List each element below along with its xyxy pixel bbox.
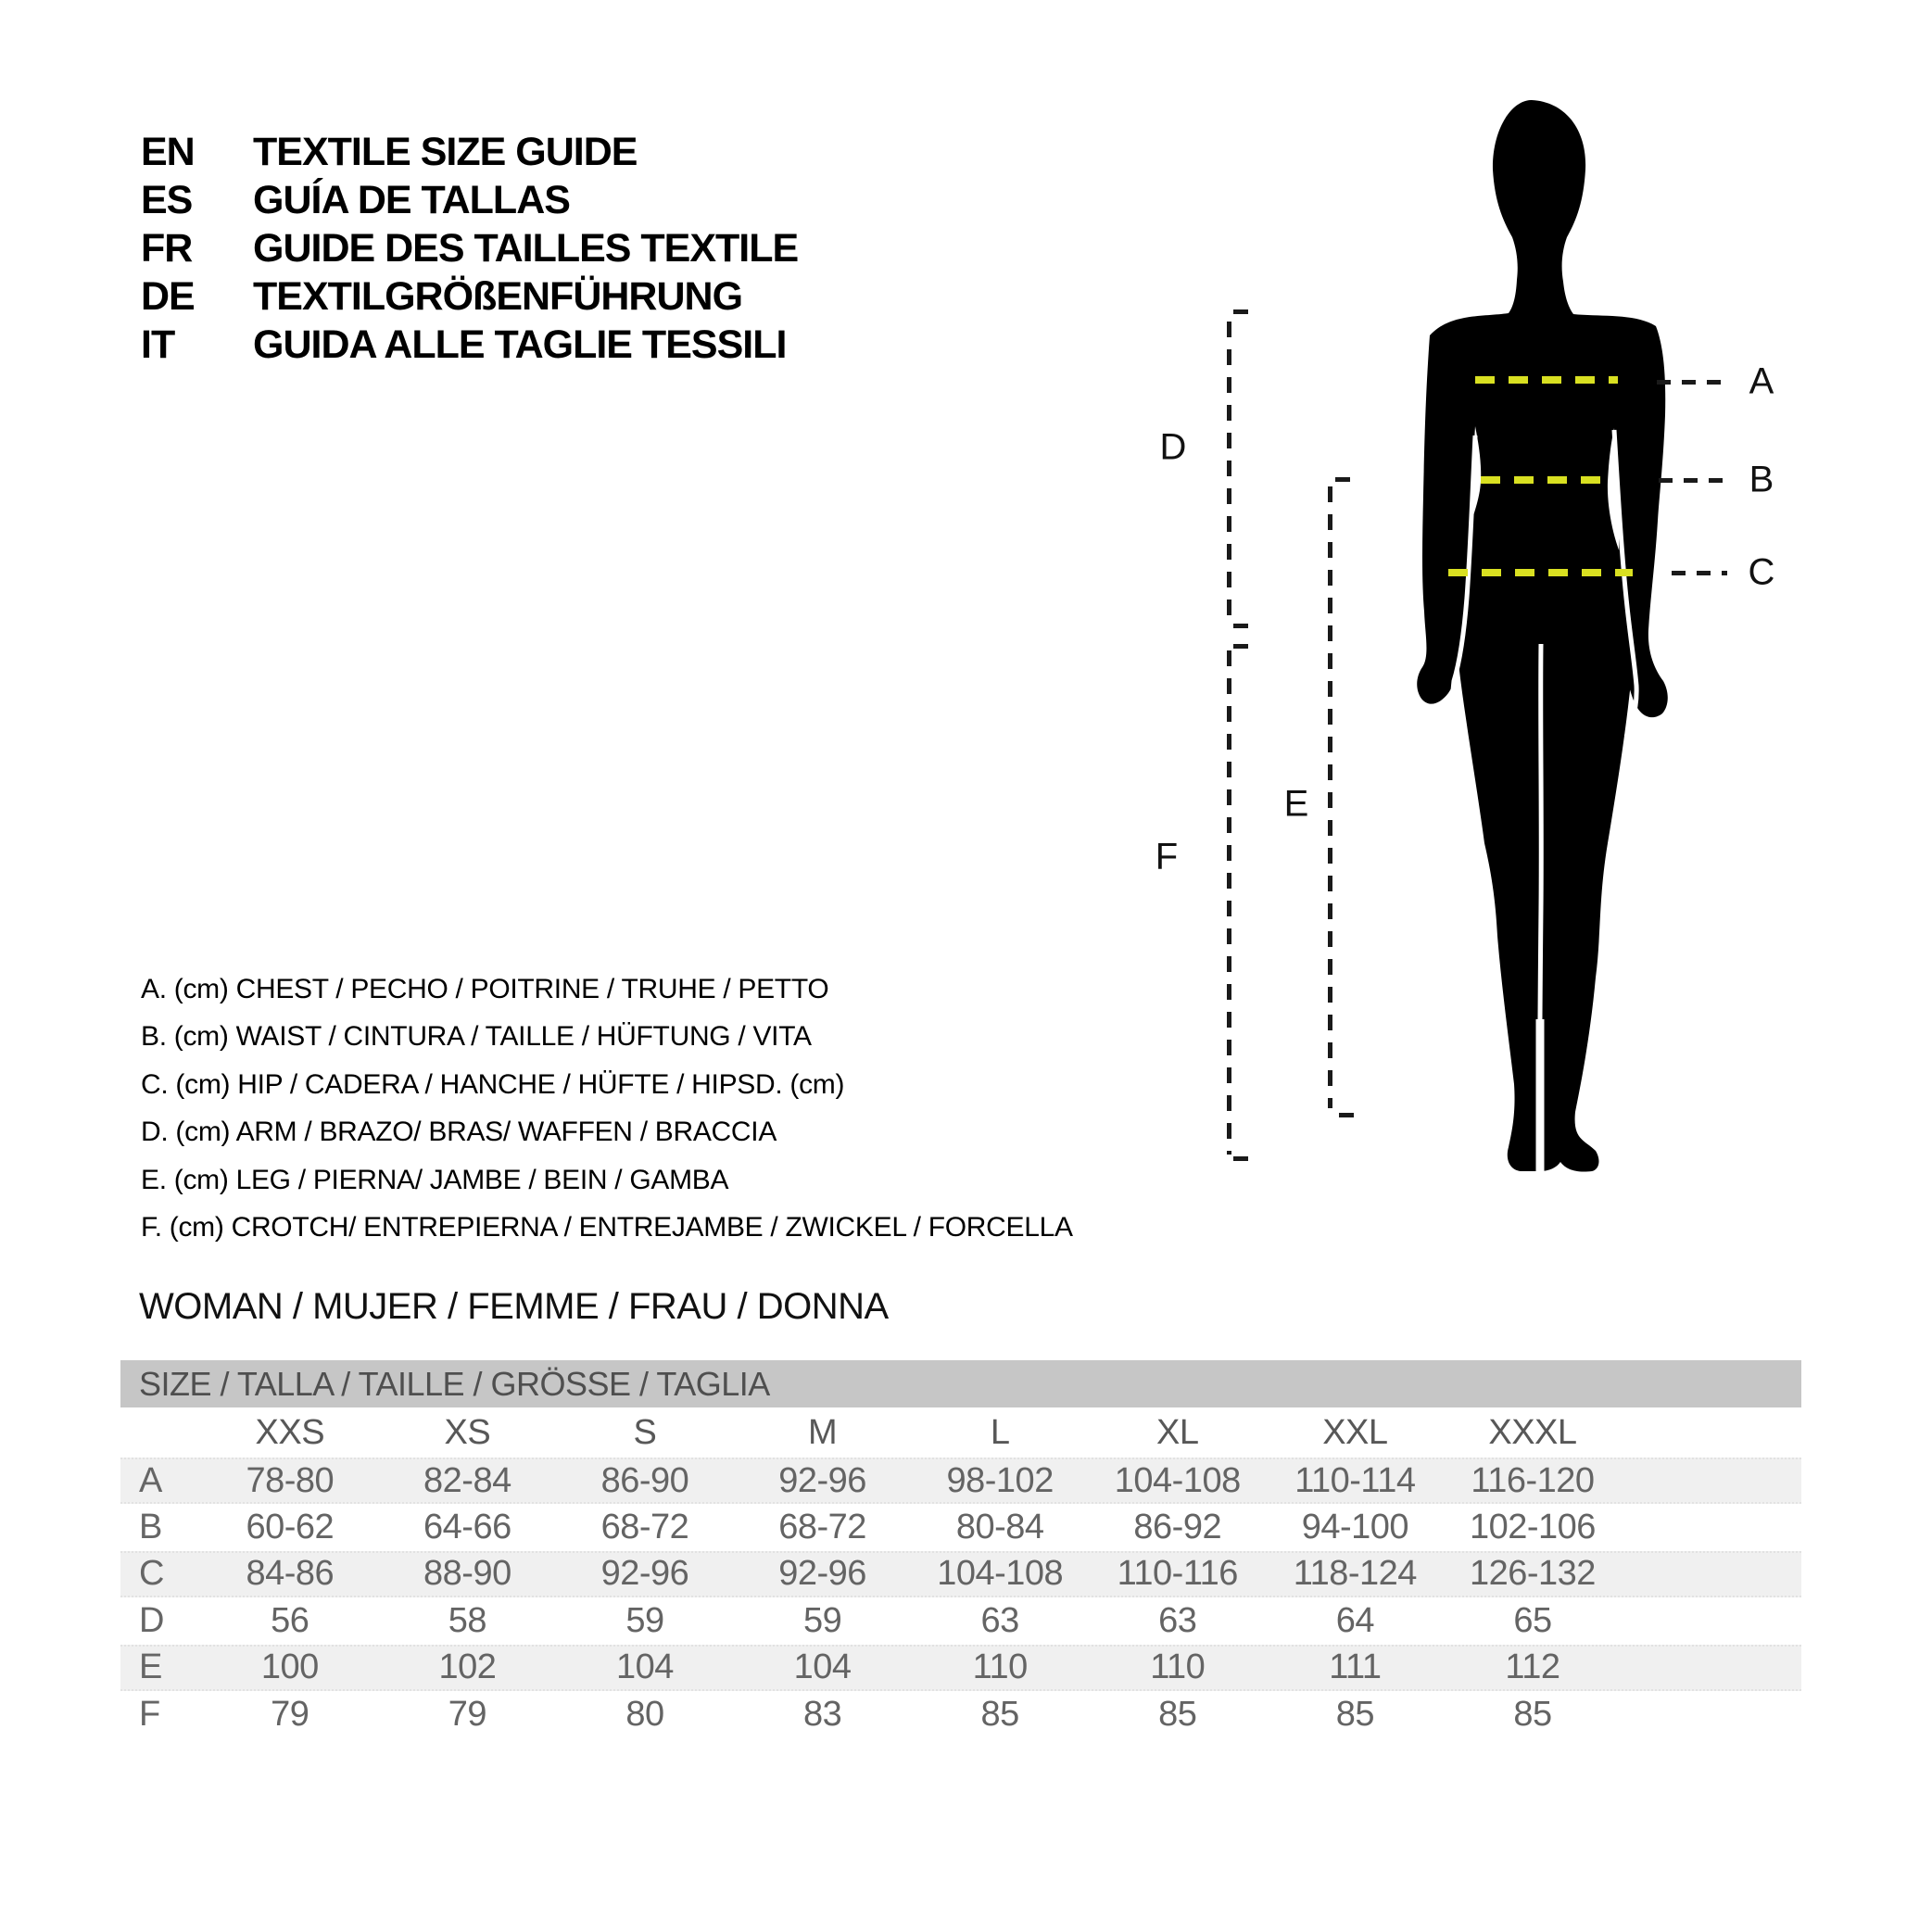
language-code: IT xyxy=(141,322,175,367)
legend-crotch: F. (cm) CROTCH/ ENTREPIERNA / ENTREJAMBE / ZWICKEL / FORCELLA xyxy=(141,1212,1073,1243)
language-row xyxy=(141,176,798,224)
size-cell: 60-62 xyxy=(246,1508,335,1547)
row-label: F xyxy=(139,1694,160,1734)
guide-title: GUÍA DE TALLAS xyxy=(253,177,570,222)
size-cell: 68-72 xyxy=(778,1508,866,1547)
size-cell: 111 xyxy=(1329,1647,1382,1687)
size-cell: 80-84 xyxy=(955,1508,1044,1547)
arm-measure-line-d xyxy=(1227,322,1231,621)
waist-leader-line xyxy=(1659,478,1727,483)
gender-heading: WOMAN / MUJER / FEMME / FRAU / DONNA xyxy=(139,1285,889,1327)
size-cell: 78-80 xyxy=(246,1460,335,1500)
guide-title: GUIDE DES TAILLES TEXTILE xyxy=(253,225,799,271)
size-cell: 80 xyxy=(625,1694,664,1734)
table-row-b xyxy=(120,1504,1801,1550)
waist-label-b: B xyxy=(1749,459,1774,500)
crotch-measure-line-f xyxy=(1227,650,1231,1155)
size-columns-row xyxy=(120,1407,1801,1458)
size-col-m: M xyxy=(808,1412,838,1452)
size-cell: 84-86 xyxy=(246,1554,335,1594)
size-cell: 85 xyxy=(1335,1694,1374,1734)
size-cell: 86-92 xyxy=(1133,1508,1222,1547)
size-cell: 68-72 xyxy=(600,1508,689,1547)
chest-label-a: A xyxy=(1749,360,1774,402)
size-cell: 92-96 xyxy=(600,1554,689,1594)
guide-title: TEXTILGRÖßENFÜHRUNG xyxy=(253,273,743,319)
filler-cell xyxy=(1622,1597,1801,1644)
legend-waist: B. (cm) WAIST / CINTURA / TAILLE / HÜFTUNG / VITA xyxy=(141,1021,812,1053)
size-table xyxy=(120,1360,1801,1737)
woman-silhouette xyxy=(1344,74,1733,1205)
language-code: EN xyxy=(141,129,195,174)
size-cell: 110 xyxy=(1150,1647,1206,1687)
guide-title: GUIDA ALLE TAGLIE TESSILI xyxy=(253,322,787,367)
legend-leg: E. (cm) LEG / PIERNA/ JAMBE / BEIN / GAMBA xyxy=(141,1164,729,1195)
arm-label-d: D xyxy=(1159,426,1187,468)
table-row-c xyxy=(120,1551,1801,1597)
size-col-xl: XL xyxy=(1156,1412,1199,1452)
row-label: D xyxy=(139,1600,164,1640)
size-cell: 126-132 xyxy=(1469,1554,1596,1594)
filler-cell xyxy=(1622,1504,1801,1550)
filler-cell xyxy=(1622,1407,1801,1458)
row-label: E xyxy=(139,1647,162,1687)
size-cell: 100 xyxy=(260,1647,319,1687)
size-cell: 92-96 xyxy=(778,1460,866,1500)
crotch-label-f: F xyxy=(1155,836,1179,877)
size-cell: 85 xyxy=(1513,1694,1552,1734)
chest-highlight-line xyxy=(1475,376,1618,384)
size-col-xxl: XXL xyxy=(1322,1412,1388,1452)
hip-label-c: C xyxy=(1748,551,1775,593)
crotch-line-bottom-tick xyxy=(1233,1156,1248,1161)
size-col-l: L xyxy=(990,1412,1010,1452)
filler-cell xyxy=(1622,1459,1801,1502)
guide-title: TEXTILE SIZE GUIDE xyxy=(253,129,638,174)
size-cell: 82-84 xyxy=(423,1460,511,1500)
size-cell: 110-116 xyxy=(1117,1554,1238,1594)
size-cell: 102 xyxy=(438,1647,497,1687)
waist-highlight-line xyxy=(1481,476,1612,484)
table-row-f xyxy=(120,1691,1801,1737)
measurement-legend xyxy=(141,966,1073,1252)
size-cell: 65 xyxy=(1513,1600,1552,1640)
size-cell: 86-90 xyxy=(600,1460,689,1500)
table-row-a xyxy=(120,1458,1801,1504)
size-cell: 85 xyxy=(980,1694,1019,1734)
filler-cell xyxy=(1622,1691,1801,1737)
size-cell: 56 xyxy=(271,1600,309,1640)
language-code: ES xyxy=(141,177,193,222)
size-cell: 102-106 xyxy=(1469,1508,1596,1547)
leg-label-e: E xyxy=(1283,783,1309,825)
size-cell: 79 xyxy=(271,1694,309,1734)
row-label: C xyxy=(139,1554,164,1594)
size-cell: 98-102 xyxy=(946,1460,1054,1500)
legend-arm: D. (cm) ARM / BRAZO/ BRAS/ WAFFEN / BRACCIA xyxy=(141,1117,777,1148)
size-cell: 104 xyxy=(793,1647,852,1687)
size-cell: 104-108 xyxy=(937,1554,1064,1594)
table-row-e xyxy=(120,1645,1801,1691)
size-cell: 110 xyxy=(972,1647,1028,1687)
size-col-xxs: XXS xyxy=(255,1412,325,1452)
size-col-xxxl: XXXL xyxy=(1488,1412,1577,1452)
row-label: B xyxy=(139,1508,162,1547)
hip-highlight-line xyxy=(1448,569,1633,576)
language-row xyxy=(141,224,798,272)
size-cell: 64-66 xyxy=(423,1508,511,1547)
size-cell: 104-108 xyxy=(1114,1460,1241,1500)
crotch-line-top-tick xyxy=(1233,644,1248,649)
size-cell: 59 xyxy=(802,1600,842,1640)
size-cell: 110-114 xyxy=(1294,1460,1416,1500)
language-title-block xyxy=(141,128,798,369)
language-row xyxy=(141,272,798,321)
size-cell: 59 xyxy=(625,1600,664,1640)
size-cell: 58 xyxy=(448,1600,487,1640)
filler-cell xyxy=(1622,1553,1801,1596)
hip-leader-line xyxy=(1672,571,1727,575)
size-cell: 94-100 xyxy=(1301,1508,1409,1547)
leg-line-bottom-tick xyxy=(1339,1113,1354,1117)
size-cell: 92-96 xyxy=(778,1554,866,1594)
size-cell: 83 xyxy=(802,1694,842,1734)
table-row-d xyxy=(120,1597,1801,1644)
legend-chest: A. (cm) CHEST / PECHO / POITRINE / TRUHE / PETTO xyxy=(141,973,829,1004)
chest-leader-line xyxy=(1657,380,1729,385)
legend-hip: C. (cm) HIP / CADERA / HANCHE / HÜFTE / HIPSD. (cm) xyxy=(141,1068,845,1100)
size-cell: 118-124 xyxy=(1293,1554,1417,1594)
language-row xyxy=(141,321,798,369)
size-cell: 79 xyxy=(448,1694,487,1734)
size-cell: 116-120 xyxy=(1471,1460,1595,1500)
size-cell: 85 xyxy=(1158,1694,1197,1734)
size-cell: 88-90 xyxy=(423,1554,511,1594)
size-table-header-bar: SIZE / TALLA / TAILLE / GRÖSSE / TAGLIA xyxy=(120,1360,1801,1407)
leg-measure-line-e xyxy=(1328,486,1332,1108)
filler-cell xyxy=(1622,1647,1801,1689)
size-col-xs: XS xyxy=(444,1412,491,1452)
size-col-s: S xyxy=(633,1412,657,1452)
leg-line-top-tick xyxy=(1335,477,1350,482)
language-code: DE xyxy=(141,273,195,319)
size-cell: 64 xyxy=(1335,1600,1374,1640)
language-code: FR xyxy=(141,225,193,271)
row-label: A xyxy=(139,1460,162,1500)
language-row xyxy=(141,128,798,176)
size-cell: 112 xyxy=(1505,1647,1560,1687)
size-cell: 63 xyxy=(980,1600,1019,1640)
size-cell: 104 xyxy=(616,1647,674,1687)
arm-line-top-tick xyxy=(1233,309,1248,314)
arm-line-bottom-tick xyxy=(1233,624,1248,628)
corner-cell xyxy=(120,1407,201,1458)
size-cell: 63 xyxy=(1158,1600,1197,1640)
